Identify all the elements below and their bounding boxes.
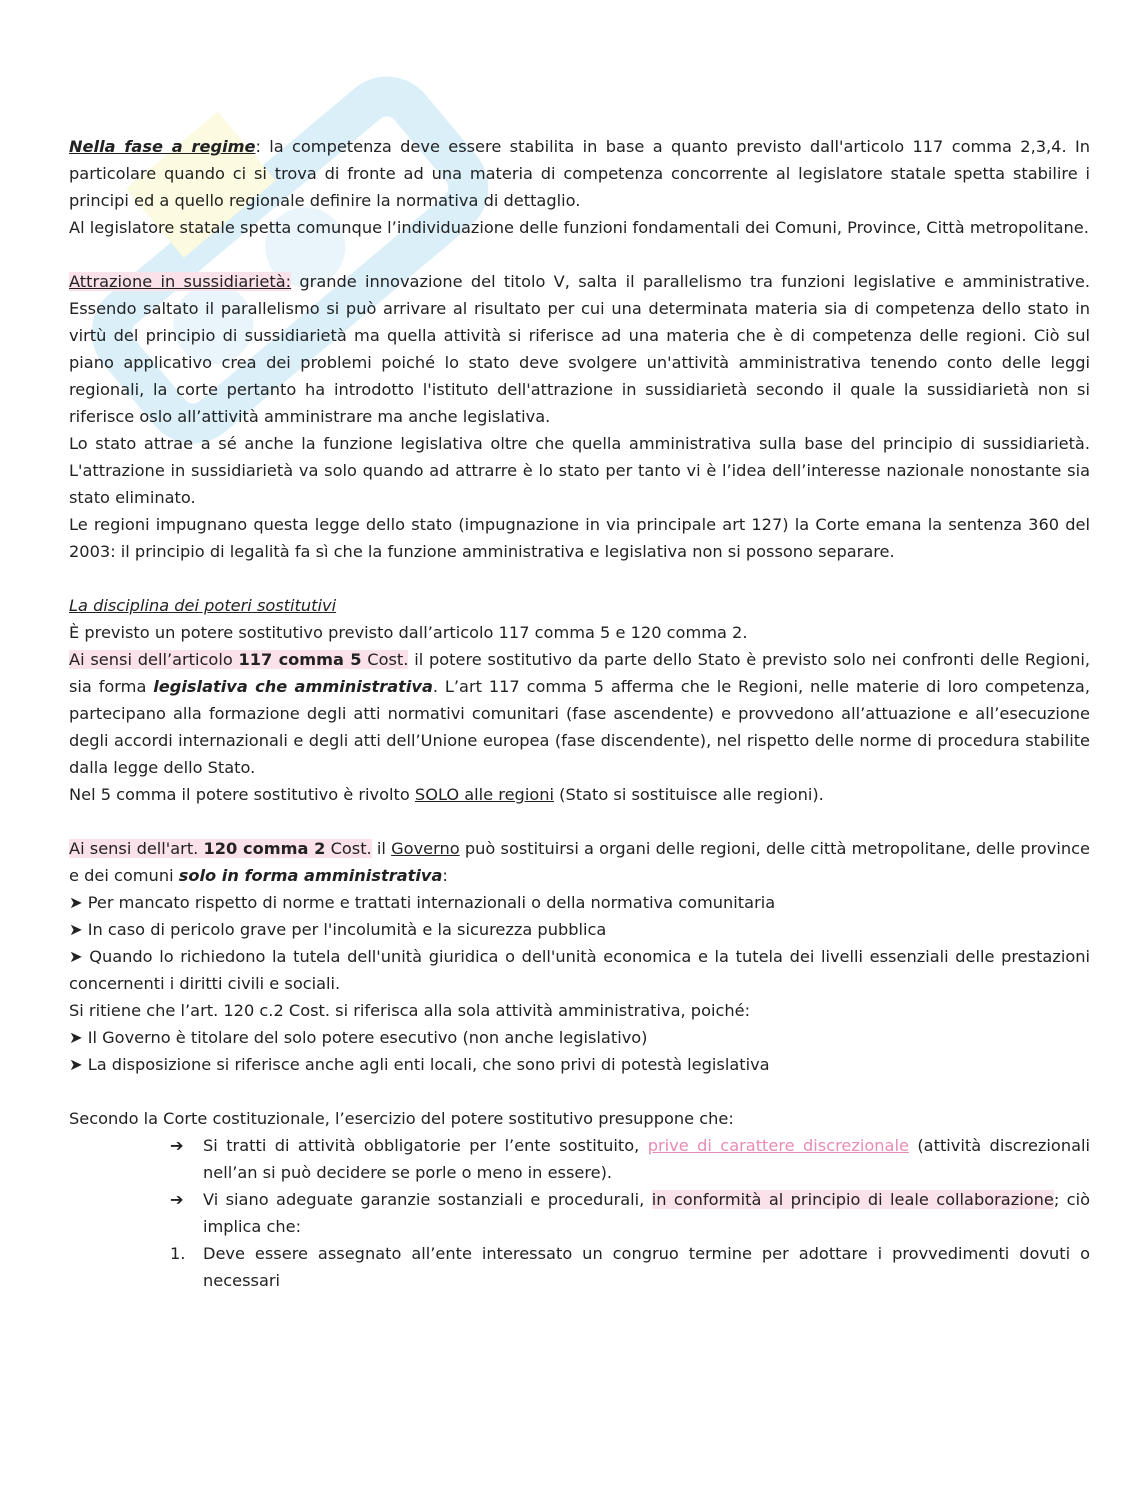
- text: Si tratti di attività obbligatorie per l’ente sostituito,: [203, 1136, 648, 1155]
- term-attrazione: Attrazione in sussidiarietà:: [69, 272, 292, 291]
- paragraph-corte: Secondo la Corte costituzionale, l’esercizio del potere sostitutivo presuppone che:: [69, 1109, 734, 1128]
- paragraph-comma5: [69, 781, 1090, 808]
- paragraph-potere-sostitutivo: È previsto un potere sostitutivo previsto dall’articolo 117 comma 5 e 120 comma 2.: [69, 623, 748, 642]
- bullet-item: ➤ Per mancato rispetto di norme e trattati internazionali o della normativa comunitaria: [69, 893, 776, 912]
- term-fase-regime: Nella fase a regime: [69, 137, 256, 156]
- paragraph-art120: [69, 835, 1090, 889]
- paragraph-si-ritiene: Si ritiene che l’art. 120 c.2 Cost. si riferisca alla sola attività amministrativa, poiché:: [69, 1001, 751, 1020]
- text: Deve essere assegnato all’ente interessato un congruo termine per adottare i provvedimenti dovuti o necessari: [203, 1244, 1090, 1290]
- list-item: [69, 1240, 1090, 1294]
- heading-text: La disciplina dei poteri sostitutivi: [69, 596, 337, 615]
- text: 120 comma 2: [203, 839, 326, 858]
- paragraph-fase-regime: [69, 133, 1090, 214]
- text: . L’art 117 comma 5 afferma che le Regioni, nelle materie di loro competenza, partecipano alla formazione degli atti normativi comunitari (fase ascendente) e provvedono all’attuazione e all’esecuzione degli accordi internazionali e degli atti dell’Unione europea (fase discendente), nel rispetto delle norme di procedura stabilite dalla legge dello Stato.: [69, 677, 1090, 777]
- bullet-item: ➤ In caso di pericolo grave per l'incolumità e la sicurezza pubblica: [69, 920, 607, 939]
- list-item: [69, 1132, 1090, 1186]
- text: Nel 5 comma il potere sostitutivo è rivolto: [69, 785, 415, 804]
- paragraph-legislatore: Al legislatore statale spetta comunque l’individuazione delle funzioni fondamentali dei Comuni, Province, Città metropolitane.: [69, 218, 1089, 237]
- text: 117 comma 5: [238, 650, 362, 669]
- highlight-art117: [69, 650, 408, 669]
- bullet-item: ➤ Quando lo richiedono la tutela dell'unità giuridica o dell'unità economica e la tutela dei livelli essenziali delle prestazioni concernenti i diritti civili e sociali.: [69, 947, 1090, 993]
- arrow-icon: ➔: [170, 1136, 184, 1155]
- highlight-art120: [69, 839, 372, 858]
- text: Ai sensi dell'art.: [69, 839, 204, 858]
- text: può sostituirsi a organi delle regioni, delle città metropolitane, delle province e dei comuni: [69, 839, 1090, 885]
- paragraph-regioni-impugnano: Le regioni impugnano questa legge dello stato (impugnazione in via principale art 127) la Corte emana la sentenza 360 del 2003: il principio di legalità fa sì che la funzione amministrativa e legislativa non si possono separare.: [69, 515, 1090, 561]
- bullet-item: ➤ La disposizione si riferisce anche agli enti locali, che sono privi di potestà legislativa: [69, 1055, 770, 1074]
- text: :: [442, 866, 448, 885]
- text: Governo: [391, 839, 460, 858]
- text: Ai sensi dell’articolo: [69, 650, 239, 669]
- text: ; ciò implica che:: [203, 1190, 1090, 1236]
- text: legislativa che amministrativa: [153, 677, 433, 696]
- section-heading-poteri-sostitutivi: [69, 592, 1090, 619]
- document-body: [69, 133, 1090, 1294]
- text: in conformità al principio di leale collaborazione: [651, 1190, 1054, 1209]
- text: il: [371, 839, 392, 858]
- list-number: 1.: [170, 1244, 186, 1263]
- paragraph-art117: [69, 646, 1090, 781]
- list-item: [69, 1186, 1090, 1240]
- text: prive di carattere discrezionale: [647, 1136, 909, 1155]
- paragraph-attrazione: [69, 268, 1090, 430]
- text: SOLO alle regioni: [414, 785, 554, 804]
- text: : la competenza deve essere stabilita in base a quanto previsto dall'articolo 117 comma 2,3,4. In particolare quando ci si trova di fronte ad una materia di competenza concorrente al legislatore statale spetta stabilire i principi ed a quello regionale definire la normativa di dettaglio.: [69, 137, 1090, 210]
- text: grande innovazione del titolo V, salta il parallelismo tra funzioni legislative e amministrative. Essendo saltato il parallelismo si può arrivare al risultato per cui una determinata materia sia di competenza dello stato in virtù del principio di sussidiarietà ma quella attività si riferisce ad una materia che è di competenza delle regioni. Ciò sul piano applicativo crea dei problemi poiché lo stato deve svolgere un'attività amministrativa tenendo conto delle leggi regionali, la corte pertanto ha introdotto l'istituto dell'attrazione in sussidiarietà secondo il quale la sussidiarietà non si riferisce oslo all’attività amministrare ma anche legislativa.: [69, 272, 1090, 426]
- arrow-icon: ➔: [170, 1190, 184, 1209]
- text: Cost.: [361, 650, 409, 669]
- text: Cost.: [325, 839, 372, 858]
- paragraph-stato-attrae: Lo stato attrae a sé anche la funzione legislativa oltre che quella amministrativa sulla base del principio di sussidiarietà. L'attrazione in sussidiarietà va solo quando ad attrarre è lo stato per tanto vi è l’idea dell’interesse nazionale nonostante sia stato eliminato.: [69, 434, 1090, 507]
- text: Vi siano adeguate garanzie sostanziali e procedurali,: [203, 1190, 652, 1209]
- text: solo in forma amministrativa: [178, 866, 443, 885]
- text: il potere sostitutivo da parte dello Stato è previsto solo nei confronti delle Regioni, sia forma: [69, 650, 1090, 696]
- text: (Stato si sostituisce alle regioni).: [553, 785, 824, 804]
- bullet-item: ➤ Il Governo è titolare del solo potere esecutivo (non anche legislativo): [69, 1028, 648, 1047]
- text: (attività discrezionali nell’an si può decidere se porle o meno in essere).: [203, 1136, 1090, 1182]
